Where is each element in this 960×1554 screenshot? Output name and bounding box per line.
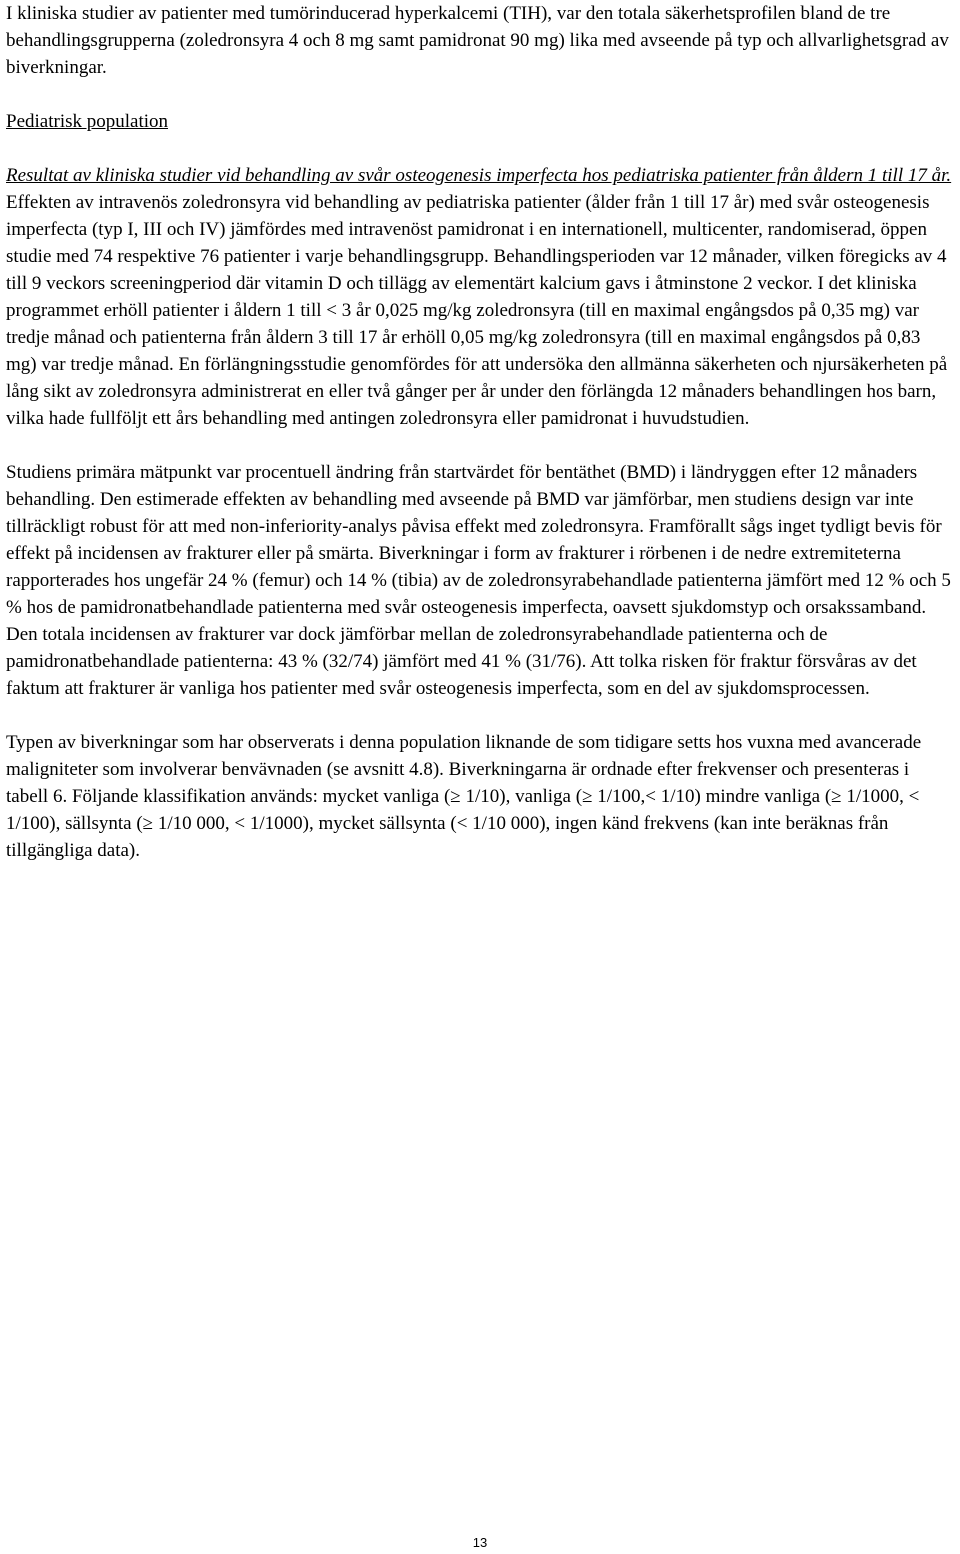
document-page [6,0,952,864]
intro-paragraph: I kliniska studier av patienter med tumörinducerad hyperkalcemi (TIH), var den totala säkerhetsprofilen bland de tre behandlingsgrupperna (zoledronsyra 4 och 8 mg samt pamidronat 90 mg) lika med avseende på typ och allvarlighetsgrad av biverkningar. [6,3,949,78]
body-paragraph: Studiens primära mätpunkt var procentuell ändring från startvärdet för bentäthet (BMD) i ländryggen efter 12 månaders behandling. Den estimerade effekten av behandling med avseende på BMD var jämförbar, men studiens design var inte tillräckligt robust för att med non-inferiority-analys påvisa effekt med zoledronsyra. Framförallt sågs inget tydligt bevis för effekt på incidensen av frakturer eller på smärta. Biverkningar i form av frakturer i rörbenen i de nedre extremiteterna rapporterades hos ungefär 24 % (femur) och 14 % (tibia) av de zoledronsyrabehandlade patienterna jämfört med 12 % och 5 % hos de pamidronatbehandlade patienterna med svår osteogenesis imperfecta, oavsett sjukdomstyp och orsakssamband. Den totala incidensen av frakturer var dock jämförbar mellan de zoledronsyrabehandlade patienterna och de pamidronatbehandlade patienterna: 43 % (32/74) jämfört med 41 % (31/76). Att tolka risken för fraktur försvåras av det faktum att frakturer är vanliga hos patienter med svår osteogenesis imperfecta, som en del av sjukdomsprocessen. [6,462,951,699]
body-paragraph: Typen av biverkningar som har observerats i denna population liknande de som tidigare setts hos vuxna med avancerade maligniteter som involverar benvävnaden (se avsnitt 4.8). Biverkningarna är ordnade efter frekvenser och presenteras i tabell 6. Följande klassifikation används: mycket vanliga (≥ 1/10), vanliga (≥ 1/100,< 1/10) mindre vanliga (≥ 1/1000, < 1/100), sällsynta (≥ 1/10 000, < 1/1000), mycket sällsynta (< 1/10 000), ingen känd frekvens (kan inte beräknas från tillgängliga data). [6,732,922,861]
subheading: Resultat av kliniska studier vid behandling av svår osteogenesis imperfecta hos pediatriska patienter från åldern 1 till 17 år. [6,165,952,186]
page-number: 13 [472,1535,488,1550]
section-heading: Pediatrisk population [6,111,169,132]
body-paragraph: Effekten av intravenös zoledronsyra vid behandling av pediatriska patienter (ålder från 1 till 17 år) med svår osteogenesis imperfecta (typ I, III och IV) jämfördes med intravenöst pamidronat i en internationell, multicenter, randomiserad, öppen studie med 74 respektive 76 patienter i varje behandlingsgrupp. Behandlingsperioden var 12 månader, vilken föregicks av 4 till 9 veckors screeningperiod där vitamin D och tillägg av elementärt kalcium gavs i åtminstone 2 veckor. I det kliniska programmet erhöll patienter i åldern 1 till < 3 år 0,025 mg/kg zoledronsyra (till en maximal engångsdos på 0,35 mg) var tredje månad och patienterna från åldern 3 till 17 år erhöll 0,05 mg/kg zoledronsyra (till en maximal engångsdos på 0,83 mg) var tredje månad. En förlängningsstudie genomfördes för att undersöka den allmänna säkerheten och njursäkerheten på lång sikt av zoledronsyra administrerat en eller två gånger per år under den förlängda 12 månaders behandlingen hos barn, vilka hade fullföljt ett års behandling med antingen zoledronsyra eller pamidronat i huvudstudien. [6,192,948,429]
